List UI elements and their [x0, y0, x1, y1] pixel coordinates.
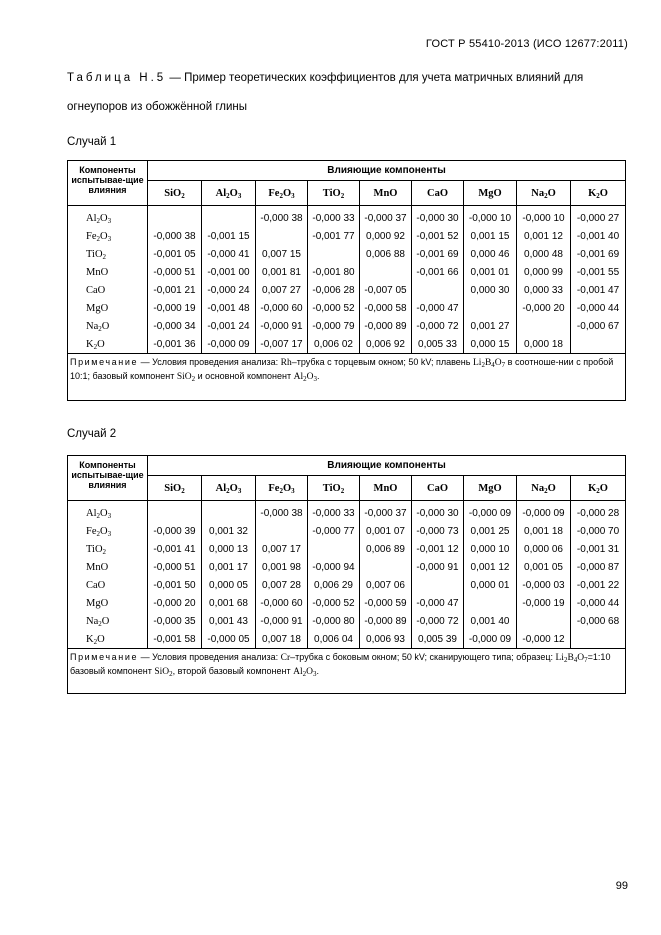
coefficient-cell: -0,000 91: [256, 612, 308, 630]
coefficient-cell: -0,000 30: [412, 206, 464, 228]
coefficient-cell: [202, 206, 256, 228]
coefficient-cell: -0,001 52: [412, 227, 464, 245]
coefficient-cell: 0,000 99: [517, 263, 571, 281]
column-header: TiO$_2$: [308, 181, 360, 206]
coefficient-cell: -0,000 52: [308, 594, 360, 612]
coefficient-cell: 0,000 13: [202, 540, 256, 558]
coefficient-cell: 0,006 89: [360, 540, 412, 558]
coefficient-cell: 0,000 15: [464, 335, 517, 354]
coefficient-cell: [256, 227, 308, 245]
column-header: SiO$_2$: [148, 181, 202, 206]
coefficient-cell: 0,005 39: [412, 630, 464, 649]
coefficient-cell: -0,007 05: [360, 281, 412, 299]
coefficient-cell: 0,007 17: [256, 540, 308, 558]
column-header: $K_2O$: [571, 181, 626, 206]
coefficient-cell: 0,001 05: [517, 558, 571, 576]
table-caption-label: Таблица Н.5: [67, 72, 167, 84]
coefficient-cell: -0,000 77: [308, 522, 360, 540]
coefficient-cell: 0,006 88: [360, 245, 412, 263]
coefficient-cell: -0,006 28: [308, 281, 360, 299]
coefficient-cell: 0,001 98: [256, 558, 308, 576]
coefficient-cell: 0,000 92: [360, 227, 412, 245]
coefficient-cell: 0,007 06: [360, 576, 412, 594]
coefficient-cell: -0,000 30: [412, 501, 464, 523]
coefficient-cell: 0,000 05: [202, 576, 256, 594]
column-header: MnO: [360, 476, 412, 501]
column-header: $Al_2O_3$: [202, 181, 256, 206]
coefficient-cell: 0,006 92: [360, 335, 412, 354]
coefficient-cell: [517, 612, 571, 630]
coefficient-cell: [412, 576, 464, 594]
coefficient-cell: 0,000 30: [464, 281, 517, 299]
coefficient-cell: 0,007 27: [256, 281, 308, 299]
coefficient-cell: -0,000 89: [360, 317, 412, 335]
coefficient-cell: -0,007 17: [256, 335, 308, 354]
coefficient-cell: -0,000 09: [202, 335, 256, 354]
row-label: $Na_2O$: [68, 612, 148, 630]
coefficient-cell: 0,001 68: [202, 594, 256, 612]
coefficient-cell: -0,001 24: [202, 317, 256, 335]
row-label: $K_2O$: [68, 630, 148, 649]
table-row: [68, 245, 626, 263]
row-label: MgO: [68, 299, 148, 317]
row-label: $Fe_2O_3$: [68, 522, 148, 540]
coefficient-cell: -0,000 60: [256, 299, 308, 317]
coefficient-cell: [517, 317, 571, 335]
coefficient-cell: [412, 281, 464, 299]
coefficient-cell: -0,000 27: [571, 206, 626, 228]
coefficient-cell: -0,000 91: [256, 317, 308, 335]
coefficient-cell: [571, 335, 626, 354]
coefficient-cell: -0,000 60: [256, 594, 308, 612]
row-label: MgO: [68, 594, 148, 612]
row-label: $K_2O$: [68, 335, 148, 354]
coefficient-cell: -0,001 00: [202, 263, 256, 281]
table-row: [68, 630, 626, 649]
coefficient-cell: 0,001 15: [464, 227, 517, 245]
case-1-title: Случай 1: [67, 136, 117, 148]
header-tested-components: Компоненты испытывае-щие влияния: [68, 456, 148, 501]
coefficient-cell: 0,006 93: [360, 630, 412, 649]
coefficient-cell: -0,000 34: [148, 317, 202, 335]
column-header: $Na_2O$: [517, 476, 571, 501]
coefficient-cell: 0,000 48: [517, 245, 571, 263]
coefficient-cell: -0,000 67: [571, 317, 626, 335]
coefficients-table-case-1: [67, 160, 626, 401]
row-label: TiO$_2$: [68, 540, 148, 558]
coefficient-cell: -0,001 21: [148, 281, 202, 299]
coefficient-cell: 0,001 07: [360, 522, 412, 540]
coefficient-cell: -0,000 73: [412, 522, 464, 540]
coefficient-cell: -0,000 39: [148, 522, 202, 540]
coefficient-cell: 0,001 25: [464, 522, 517, 540]
coefficient-cell: -0,000 51: [148, 263, 202, 281]
coefficient-cell: [308, 245, 360, 263]
coefficient-cell: [256, 522, 308, 540]
coefficient-cell: 0,001 40: [464, 612, 517, 630]
coefficient-cell: -0,000 91: [412, 558, 464, 576]
coefficient-cell: 0,006 04: [308, 630, 360, 649]
note-label: Примечание: [70, 652, 139, 662]
table-note: Примечание — Условия проведения анализа: Rh–трубка с торцевым окном; 50 kV; плавень $Li_2B_4O_7$ в соотноше-нии с пробой 10:1; базовый компонент SiO$_2$ и основной компонент $Al_2O_3$.: [68, 354, 626, 401]
page-number: 99: [615, 880, 628, 892]
coefficient-cell: -0,001 69: [571, 245, 626, 263]
coefficient-cell: -0,001 50: [148, 576, 202, 594]
row-label: CaO: [68, 281, 148, 299]
coefficient-cell: [360, 558, 412, 576]
coefficient-cell: [360, 263, 412, 281]
coefficient-cell: -0,000 68: [571, 612, 626, 630]
coefficient-cell: 0,007 15: [256, 245, 308, 263]
coefficient-cell: -0,000 35: [148, 612, 202, 630]
column-header: CaO: [412, 181, 464, 206]
column-header: CaO: [412, 476, 464, 501]
coefficient-cell: 0,006 29: [308, 576, 360, 594]
column-header: SiO$_2$: [148, 476, 202, 501]
coefficient-cell: -0,001 41: [148, 540, 202, 558]
column-header: MnO: [360, 181, 412, 206]
coefficient-cell: [464, 594, 517, 612]
table-row: [68, 227, 626, 245]
column-header: $Na_2O$: [517, 181, 571, 206]
table-row: [68, 540, 626, 558]
row-label: TiO$_2$: [68, 245, 148, 263]
coefficient-cell: -0,000 09: [464, 501, 517, 523]
coefficient-cell: -0,001 40: [571, 227, 626, 245]
coefficient-cell: -0,000 03: [517, 576, 571, 594]
table-row: [68, 263, 626, 281]
table-caption: [67, 64, 637, 122]
coefficient-cell: -0,000 58: [360, 299, 412, 317]
row-label: CaO: [68, 576, 148, 594]
coefficient-cell: -0,001 47: [571, 281, 626, 299]
coefficient-cell: -0,001 69: [412, 245, 464, 263]
table-row: [68, 206, 626, 228]
document-header: ГОСТ Р 55410-2013 (ИСО 12677:2011): [425, 38, 628, 50]
coefficient-cell: -0,000 37: [360, 501, 412, 523]
coefficient-cell: -0,000 47: [412, 594, 464, 612]
row-label: MnO: [68, 558, 148, 576]
coefficient-cell: -0,001 55: [571, 263, 626, 281]
coefficient-cell: 0,000 01: [464, 576, 517, 594]
coefficient-cell: -0,001 22: [571, 576, 626, 594]
coefficient-cell: -0,000 52: [308, 299, 360, 317]
coefficient-cell: -0,001 80: [308, 263, 360, 281]
coefficient-cell: [202, 501, 256, 523]
coefficient-cell: -0,001 05: [148, 245, 202, 263]
table-row: [68, 335, 626, 354]
table-row: [68, 558, 626, 576]
table-row: [68, 299, 626, 317]
coefficient-cell: -0,000 09: [464, 630, 517, 649]
coefficient-cell: 0,001 12: [517, 227, 571, 245]
coefficient-cell: -0,000 33: [308, 501, 360, 523]
table-row: [68, 594, 626, 612]
coefficient-cell: -0,001 77: [308, 227, 360, 245]
coefficient-cell: 0,000 06: [517, 540, 571, 558]
coefficient-cell: -0,001 58: [148, 630, 202, 649]
coefficient-cell: 0,001 81: [256, 263, 308, 281]
coefficient-cell: -0,000 70: [571, 522, 626, 540]
row-label: $Fe_2O_3$: [68, 227, 148, 245]
coefficient-cell: -0,000 80: [308, 612, 360, 630]
coefficient-cell: 0,006 02: [308, 335, 360, 354]
row-label: $Al_2O_3$: [68, 206, 148, 228]
coefficient-cell: 0,007 28: [256, 576, 308, 594]
coefficient-cell: -0,000 38: [148, 227, 202, 245]
table-row: [68, 501, 626, 523]
table-row: [68, 281, 626, 299]
row-label: $Na_2O$: [68, 317, 148, 335]
case-2-title: Случай 2: [67, 428, 117, 440]
row-label: MnO: [68, 263, 148, 281]
coefficients-table-case-2: [67, 455, 626, 694]
header-influencing-components: Влияющие компоненты: [148, 161, 626, 181]
coefficient-cell: -0,000 38: [256, 206, 308, 228]
coefficient-cell: 0,007 18: [256, 630, 308, 649]
coefficient-cell: -0,000 44: [571, 594, 626, 612]
coefficient-cell: -0,001 15: [202, 227, 256, 245]
coefficient-cell: [148, 206, 202, 228]
coefficient-cell: 0,000 18: [517, 335, 571, 354]
coefficient-cell: -0,001 36: [148, 335, 202, 354]
coefficient-cell: [464, 299, 517, 317]
column-header: $Fe_2O_3$: [256, 181, 308, 206]
coefficient-cell: 0,001 27: [464, 317, 517, 335]
coefficient-cell: -0,000 12: [517, 630, 571, 649]
coefficient-cell: -0,000 44: [571, 299, 626, 317]
coefficient-cell: -0,000 10: [464, 206, 517, 228]
coefficient-cell: -0,001 48: [202, 299, 256, 317]
table-caption-text: — Пример теоретических коэффициентов для учета матричных влияний для огнеупоров из обожжённой глины: [67, 72, 584, 113]
coefficient-cell: -0,000 38: [256, 501, 308, 523]
note-label: Примечание: [70, 357, 139, 367]
coefficient-cell: -0,000 19: [148, 299, 202, 317]
coefficient-cell: -0,000 37: [360, 206, 412, 228]
coefficient-cell: 0,001 01: [464, 263, 517, 281]
coefficient-cell: -0,001 66: [412, 263, 464, 281]
coefficient-cell: 0,005 33: [412, 335, 464, 354]
column-header: MgO: [464, 181, 517, 206]
coefficient-cell: [571, 630, 626, 649]
coefficient-cell: -0,000 87: [571, 558, 626, 576]
coefficient-cell: -0,000 05: [202, 630, 256, 649]
coefficient-cell: -0,000 89: [360, 612, 412, 630]
coefficient-cell: -0,001 31: [571, 540, 626, 558]
coefficient-cell: -0,000 10: [517, 206, 571, 228]
coefficient-cell: [148, 501, 202, 523]
coefficient-cell: -0,000 19: [517, 594, 571, 612]
header-tested-components: Компоненты испытывае-щие влияния: [68, 161, 148, 206]
coefficient-cell: -0,000 24: [202, 281, 256, 299]
column-header: $Fe_2O_3$: [256, 476, 308, 501]
coefficient-cell: 0,001 43: [202, 612, 256, 630]
coefficient-cell: -0,000 51: [148, 558, 202, 576]
coefficient-cell: -0,000 47: [412, 299, 464, 317]
coefficient-cell: -0,000 79: [308, 317, 360, 335]
coefficient-cell: 0,000 46: [464, 245, 517, 263]
coefficient-cell: -0,000 41: [202, 245, 256, 263]
row-label: $Al_2O_3$: [68, 501, 148, 523]
coefficient-cell: 0,001 17: [202, 558, 256, 576]
coefficient-cell: -0,000 72: [412, 317, 464, 335]
coefficient-cell: [308, 540, 360, 558]
coefficient-cell: 0,001 12: [464, 558, 517, 576]
header-influencing-components: Влияющие компоненты: [148, 456, 626, 476]
column-header: MgO: [464, 476, 517, 501]
coefficient-cell: -0,000 33: [308, 206, 360, 228]
table-row: [68, 576, 626, 594]
table-row: [68, 317, 626, 335]
coefficient-cell: 0,001 32: [202, 522, 256, 540]
coefficient-cell: -0,000 28: [571, 501, 626, 523]
coefficient-cell: -0,000 94: [308, 558, 360, 576]
coefficient-cell: -0,001 12: [412, 540, 464, 558]
coefficient-cell: 0,000 33: [517, 281, 571, 299]
coefficient-cell: -0,000 72: [412, 612, 464, 630]
coefficient-cell: -0,000 20: [517, 299, 571, 317]
coefficient-cell: -0,000 20: [148, 594, 202, 612]
coefficient-cell: 0,000 10: [464, 540, 517, 558]
column-header: $Al_2O_3$: [202, 476, 256, 501]
table-row: [68, 522, 626, 540]
coefficient-cell: -0,000 09: [517, 501, 571, 523]
coefficient-cell: 0,001 18: [517, 522, 571, 540]
column-header: $K_2O$: [571, 476, 626, 501]
coefficient-cell: -0,000 59: [360, 594, 412, 612]
table-row: [68, 612, 626, 630]
table-note: Примечание — Условия проведения анализа: Cr–трубка с боковым окном; 50 kV; сканирующего типа; образец: $Li_2B_4O_7=1:10$ базовый компонент SiO$_2$, второй базовый компонент $Al_2O_3$.: [68, 649, 626, 694]
column-header: TiO$_2$: [308, 476, 360, 501]
